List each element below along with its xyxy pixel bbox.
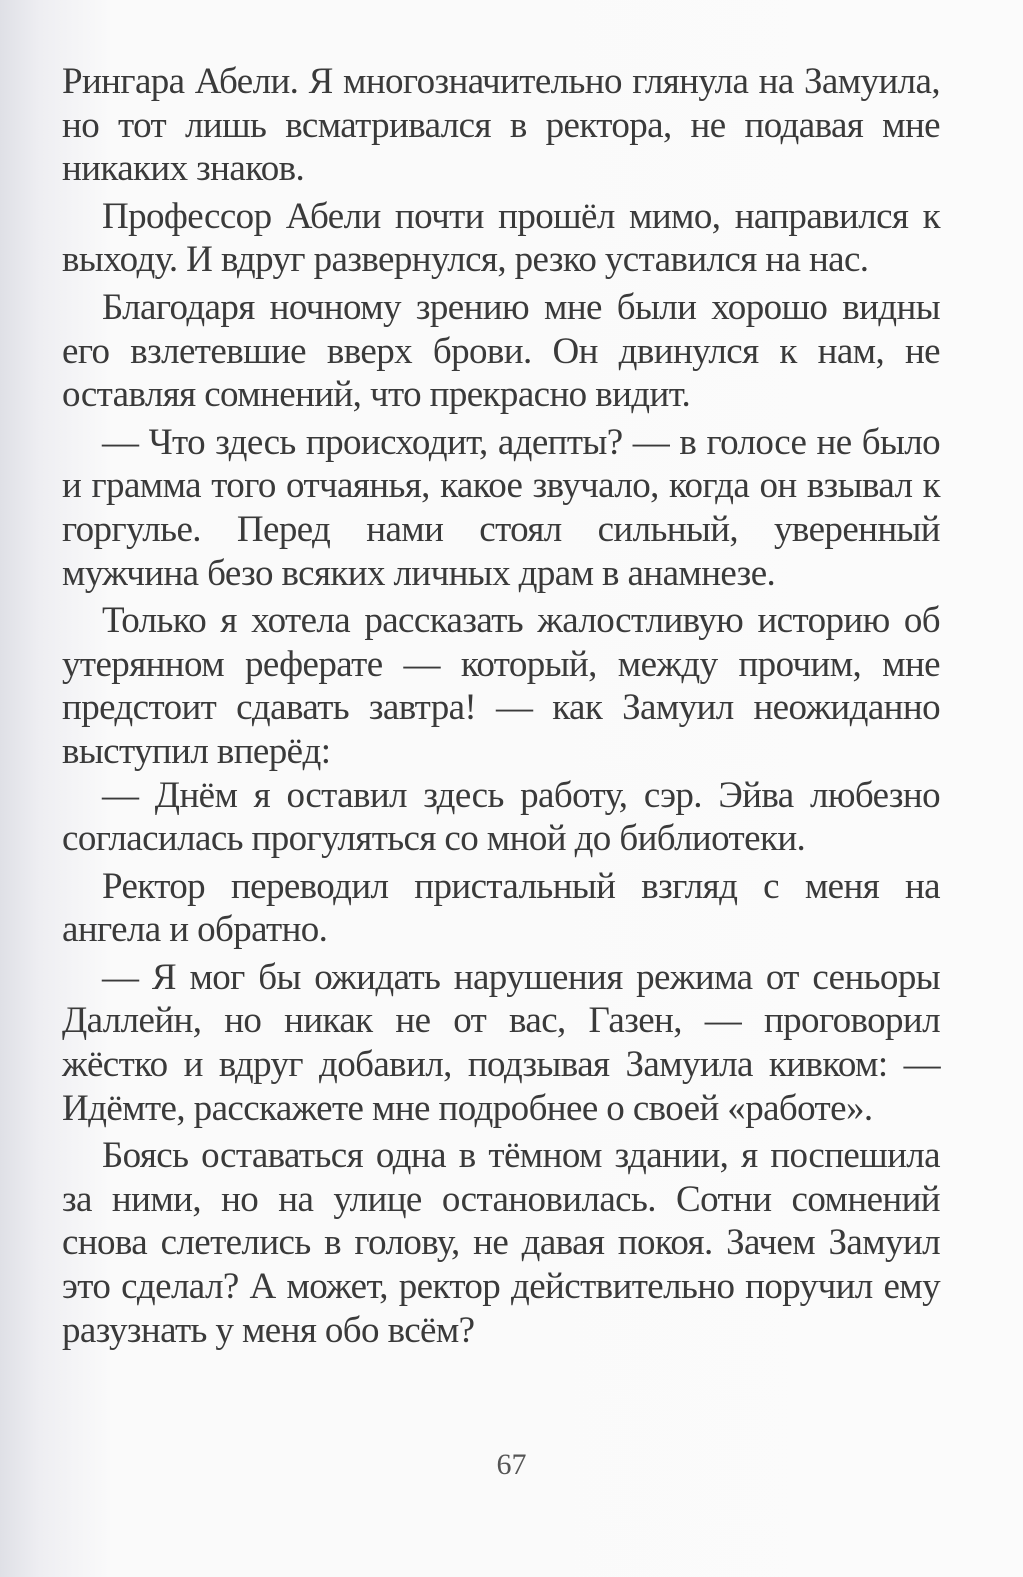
dialogue-paragraph: — Днём я оставил здесь работу, сэр. Эйва любезно согласилась прогуляться со мной до библиотеки. [62, 774, 940, 860]
dialogue-paragraph: — Что здесь происходит, адепты? — в голосе не было и грамма того отчаянья, какое звучало, когда он взывал к горгулье. Перед нами стоял сильный, уверенный мужчина безо всяких личных драм в анамнезе. [62, 421, 940, 594]
paragraph: Благодаря ночному зрению мне были хорошо видны его взлетевшие вверх брови. Он двинулся к нам, не оставляя сомнений, что прекрасно видит. [62, 286, 940, 416]
dialogue-paragraph: — Я мог бы ожидать нарушения режима от сеньоры Даллейн, но никак не от вас, Газен, — проговорил жёстко и вдруг добавил, подзывая Замуила кивком: — Идёмте, расскажете мне подробнее о своей «работе». [62, 956, 940, 1129]
page-number: 67 [496, 1448, 527, 1481]
book-page-text [62, 60, 940, 1352]
paragraph: Боясь оставаться одна в тёмном здании, я поспешила за ними, но на улице остановилась. Сотни сомнений снова слетелись в голову, не давая покоя. Зачем Замуил это сделал? А может, ректор действительно поручил ему разузнать у меня обо всём? [62, 1135, 940, 1351]
paragraph: Профессор Абели почти прошёл мимо, направился к выходу. И вдруг развернулся, резко уставился на нас. [62, 195, 940, 281]
paragraph-continuation: Рингара Абели. Я многозначительно глянула на Замуила, но тот лишь всматривался в ректора, не подавая мне никаких знаков. [62, 61, 940, 190]
paragraph: Только я хотела рассказать жалостливую историю об утерянном реферате — который, между прочим, мне предстоит сдавать завтра! — как Замуил неожиданно выступил вперёд: [62, 600, 940, 772]
paragraph: Ректор переводил пристальный взгляд с меня на ангела и обратно. [62, 865, 940, 951]
